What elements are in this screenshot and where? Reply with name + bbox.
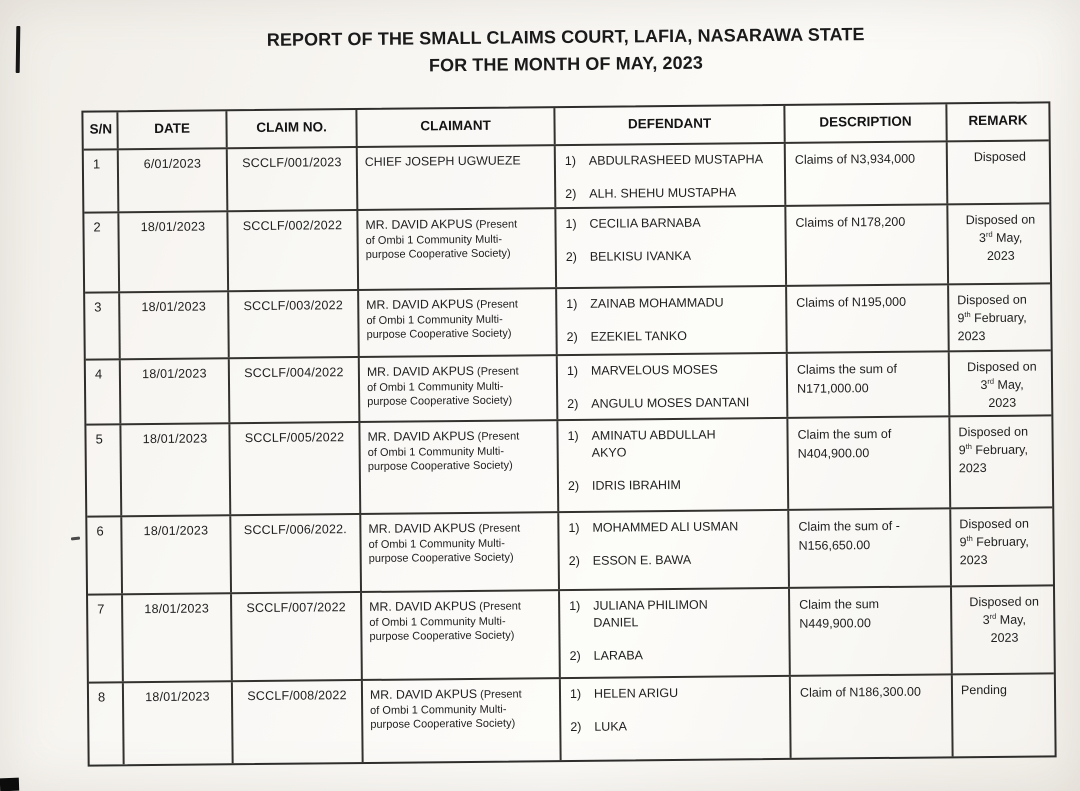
defendant-number: 1) bbox=[565, 216, 577, 232]
claimant-name-line bbox=[365, 152, 547, 170]
defendant-name bbox=[594, 646, 782, 665]
remark-line: Disposed on bbox=[965, 212, 1036, 228]
description-line: Claim the sum of bbox=[797, 426, 892, 442]
claimant-detail: (Present bbox=[475, 522, 521, 535]
claim-no-cell: SCCLF/003/2022 bbox=[229, 291, 360, 357]
date-cell: 18/01/2023 bbox=[121, 424, 231, 515]
claimant-name: CHIEF JOSEPH UGWUEZE bbox=[364, 153, 521, 169]
defendant-cell bbox=[556, 144, 787, 207]
claimant-cell bbox=[361, 513, 560, 591]
defendant-name-line: LARABA bbox=[593, 648, 644, 663]
defendant-name bbox=[592, 518, 780, 537]
margin-dash-artifact bbox=[71, 537, 80, 541]
claimant-detail-line: of Ombi 1 Community Multi- bbox=[366, 313, 503, 327]
defendant-number: 1) bbox=[568, 520, 580, 536]
defendant-number: 2) bbox=[565, 186, 577, 201]
claimant-cell bbox=[358, 209, 557, 289]
remark-line: 3rd May, bbox=[980, 376, 1024, 393]
claimant-detail: (Present bbox=[477, 688, 522, 701]
defendant-name-line: ANGULU MOSES DANTANI bbox=[591, 395, 750, 411]
claimant-detail-line: purpose Cooperative Society) bbox=[366, 327, 512, 341]
description-line: Claims the sum of bbox=[796, 361, 897, 377]
defendant-entry bbox=[565, 151, 777, 170]
defendant-number: 2) bbox=[568, 553, 580, 568]
remark-cell bbox=[951, 508, 1053, 585]
defendant-name-line: ALH. SHEHU MUSTAPHA bbox=[589, 185, 737, 201]
defendant-entry bbox=[570, 646, 782, 665]
defendant-number: 1) bbox=[567, 428, 579, 444]
column-header-s-n: S/N bbox=[83, 112, 118, 148]
remark-cell bbox=[948, 141, 1050, 203]
defendant-name bbox=[591, 361, 779, 380]
defendant-name-line: AKYO bbox=[591, 445, 627, 460]
defendant-name-line: EZEKIEL TANKO bbox=[590, 328, 687, 344]
defendant-name bbox=[594, 717, 782, 736]
defendant-name bbox=[592, 476, 780, 495]
column-header-remark: REMARK bbox=[968, 112, 1028, 129]
defendant-entry bbox=[570, 717, 782, 736]
description-line: Claims of N3,934,000 bbox=[794, 151, 916, 167]
column-header-defendant: DEFENDANT bbox=[555, 106, 785, 144]
defendant-entry bbox=[566, 327, 778, 346]
claimant-detail-line: purpose Cooperative Society) bbox=[365, 247, 511, 261]
remark-line: 2023 bbox=[958, 461, 987, 476]
defendant-name bbox=[593, 551, 781, 570]
claimant-detail-line: purpose Cooperative Society) bbox=[367, 459, 513, 473]
claimant-detail-line: purpose Cooperative Society) bbox=[370, 717, 516, 731]
date-cell: 18/01/2023 bbox=[122, 516, 232, 593]
claim-no-cell: SCCLF/004/2022 bbox=[230, 358, 361, 422]
claimant-detail-line: purpose Cooperative Society) bbox=[369, 629, 515, 643]
claimant-cell bbox=[363, 679, 562, 762]
date-cell: 18/01/2023 bbox=[124, 682, 234, 764]
sn-cell: 4 bbox=[86, 360, 122, 423]
defendant-entry bbox=[567, 394, 779, 413]
claim-no-cell: SCCLF/001/2023 bbox=[228, 148, 359, 210]
description-cell bbox=[786, 205, 949, 285]
defendant-name-line: BELKISU IVANKA bbox=[589, 248, 692, 264]
description-cell bbox=[788, 417, 951, 509]
remark-line: 2023 bbox=[988, 395, 1017, 411]
defendant-name-line: ESSON E. BAWA bbox=[592, 552, 692, 568]
claimant-detail-line: of Ombi 1 Community Multi- bbox=[366, 380, 504, 394]
sn-cell: 6 bbox=[87, 517, 123, 593]
report-title-line2: FOR THE MONTH OF MAY, 2023 bbox=[428, 52, 704, 76]
defendant-number: 2) bbox=[570, 719, 582, 734]
claimant-name-line bbox=[365, 215, 547, 233]
table-row bbox=[86, 416, 1052, 517]
description-line: N449,900.00 bbox=[799, 615, 871, 631]
description-line: Claim of N186,300.00 bbox=[799, 684, 921, 700]
defendant-number: 2) bbox=[567, 396, 579, 411]
claim-no-cell: SCCLF/007/2022 bbox=[232, 593, 363, 680]
defendant-entry bbox=[566, 294, 778, 313]
defendant-name-line: CECILIA BARNABA bbox=[589, 215, 701, 231]
date-cell: 18/01/2023 bbox=[123, 594, 233, 681]
defendant-name-line: ZAINAB MOHAMMADU bbox=[590, 295, 724, 311]
remark-line: 2023 bbox=[957, 329, 986, 344]
report-sheet bbox=[80, 0, 1057, 767]
defendant-number: 1) bbox=[569, 598, 581, 614]
claimant-detail-line: of Ombi 1 Community Multi- bbox=[369, 615, 506, 629]
defendant-entry bbox=[565, 214, 777, 233]
defendant-name bbox=[591, 426, 779, 462]
claim-no-cell: SCCLF/005/2022 bbox=[230, 423, 361, 514]
claimant-name: MR. DAVID AKPUS bbox=[365, 216, 473, 232]
defendant-number: 1) bbox=[564, 153, 577, 169]
claimant-detail: (Present bbox=[476, 600, 521, 613]
claimant-name-line bbox=[367, 427, 549, 445]
remark-line: Disposed on bbox=[969, 594, 1039, 610]
defendant-entry bbox=[566, 247, 778, 266]
defendant-name bbox=[593, 596, 781, 632]
column-header-claimant: CLAIMANT bbox=[357, 108, 555, 146]
remark-line: 2023 bbox=[990, 630, 1019, 646]
date-cell: 18/01/2023 bbox=[119, 212, 229, 291]
remark-line: Pending bbox=[960, 682, 1007, 698]
remark-cell bbox=[950, 351, 1052, 415]
description-cell bbox=[788, 352, 951, 417]
defendant-cell bbox=[561, 677, 792, 760]
defendant-name bbox=[589, 214, 777, 233]
sn-cell: 1 bbox=[84, 150, 120, 211]
defendant-name-line: IDRIS IBRAHIM bbox=[591, 477, 681, 493]
claimant-cell bbox=[358, 146, 557, 209]
date-cell: 18/01/2023 bbox=[120, 292, 230, 358]
defendant-name bbox=[590, 294, 778, 313]
description-line: Claims of N178,200 bbox=[795, 214, 906, 230]
defendant-cell bbox=[556, 207, 787, 287]
claimant-name: MR. DAVID AKPUS bbox=[366, 363, 475, 379]
defendant-cell bbox=[558, 419, 789, 511]
defendant-cell bbox=[559, 511, 790, 589]
description-line: Claim the sum bbox=[799, 597, 880, 612]
sn-cell: 7 bbox=[88, 595, 124, 681]
sn-cell: 3 bbox=[85, 293, 121, 358]
claimant-name: MR. DAVID AKPUS bbox=[367, 428, 475, 444]
description-line: Claims of N195,000 bbox=[796, 294, 907, 310]
claimant-detail-line: of Ombi 1 Community Multi- bbox=[368, 537, 505, 551]
defendant-cell bbox=[558, 354, 789, 419]
column-header-claim-no: CLAIM NO. bbox=[227, 110, 357, 147]
claimant-detail-line: of Ombi 1 Community Multi- bbox=[367, 445, 505, 459]
table-row bbox=[86, 351, 1052, 425]
claimant-detail-line: purpose Cooperative Society) bbox=[367, 394, 513, 408]
claimant-name-line bbox=[368, 519, 550, 537]
defendant-cell bbox=[557, 287, 788, 354]
claimant-detail-line: purpose Cooperative Society) bbox=[368, 551, 514, 565]
defendant-cell bbox=[560, 589, 791, 677]
claimant-detail: (Present bbox=[472, 218, 518, 231]
defendant-entry bbox=[569, 551, 781, 570]
defendant-number: 1) bbox=[566, 296, 578, 312]
remark-line: Disposed on bbox=[967, 359, 1037, 375]
remark-line: Disposed on bbox=[957, 292, 1027, 308]
claimant-cell bbox=[360, 421, 559, 513]
sn-cell: 8 bbox=[89, 683, 125, 764]
defendant-entry bbox=[565, 184, 777, 203]
report-table bbox=[81, 101, 1056, 766]
remark-line: Disposed on bbox=[959, 516, 1029, 532]
defendant-number: 1) bbox=[569, 686, 582, 702]
defendant-name bbox=[589, 151, 777, 170]
date-cell: 18/01/2023 bbox=[121, 359, 231, 423]
claimant-cell bbox=[362, 591, 561, 679]
description-cell bbox=[787, 285, 950, 352]
defendant-entry bbox=[567, 361, 779, 380]
column-header-description: DESCRIPTION bbox=[785, 104, 947, 142]
defendant-name bbox=[594, 684, 782, 703]
description-cell bbox=[789, 509, 952, 587]
defendant-name-line: LUKA bbox=[594, 719, 628, 734]
defendant-number: 2) bbox=[569, 648, 581, 663]
claimant-detail-line: of Ombi 1 Community Multi- bbox=[365, 233, 503, 247]
claim-no-cell: SCCLF/002/2022 bbox=[228, 211, 359, 290]
defendant-entry bbox=[570, 684, 782, 703]
description-line: N404,900.00 bbox=[797, 445, 870, 461]
defendant-entry bbox=[568, 518, 780, 537]
pen-mark-artifact bbox=[16, 26, 21, 73]
defendant-number: 1) bbox=[566, 363, 579, 379]
remark-cell bbox=[948, 204, 1050, 283]
defendant-name bbox=[590, 327, 778, 346]
table-row bbox=[84, 204, 1050, 293]
remark-cell bbox=[950, 416, 1052, 507]
table-row bbox=[85, 284, 1051, 360]
defendant-name-line: AMINATU ABDULLAH bbox=[591, 427, 716, 443]
remark-line: 2023 bbox=[959, 553, 988, 568]
report-title bbox=[81, 19, 1051, 82]
description-line: Claim the sum of - bbox=[798, 518, 900, 534]
defendant-name bbox=[590, 247, 778, 266]
claimant-name: MR. DAVID AKPUS bbox=[368, 520, 476, 536]
defendant-name bbox=[589, 184, 777, 203]
claimant-name-line bbox=[367, 362, 549, 380]
remark-line: Disposed bbox=[973, 149, 1026, 165]
claimant-detail: (Present bbox=[473, 365, 519, 378]
defendant-entry bbox=[568, 476, 780, 495]
claimant-name-line bbox=[366, 295, 548, 313]
claimant-name-line bbox=[369, 597, 551, 615]
remark-line: Disposed on bbox=[958, 424, 1029, 440]
claimant-name: MR. DAVID AKPUS bbox=[369, 686, 478, 702]
description-cell bbox=[786, 142, 949, 205]
claimant-detail: (Present bbox=[474, 430, 520, 443]
description-line: N171,000.00 bbox=[797, 380, 869, 396]
report-title-line1: REPORT OF THE SMALL CLAIMS COURT, LAFIA, NASARAWA STATE bbox=[266, 24, 865, 50]
claimant-name: MR. DAVID AKPUS bbox=[366, 296, 474, 312]
defendant-number: 2) bbox=[565, 249, 578, 264]
defendant-entry bbox=[567, 426, 779, 462]
defendant-number: 2) bbox=[567, 478, 580, 493]
sn-cell: 2 bbox=[84, 213, 120, 291]
claimant-detail-line: of Ombi 1 Community Multi- bbox=[370, 703, 507, 717]
table-row bbox=[84, 141, 1050, 213]
table-row bbox=[87, 508, 1053, 595]
claimant-name: MR. DAVID AKPUS bbox=[369, 598, 477, 614]
defendant-number: 2) bbox=[566, 329, 578, 344]
claimant-cell bbox=[360, 356, 559, 421]
claim-no-cell: SCCLF/008/2022 bbox=[233, 681, 364, 763]
date-cell: 6/01/2023 bbox=[119, 149, 229, 211]
remark-cell bbox=[949, 284, 1051, 350]
defendant-name-line: DANIEL bbox=[593, 615, 639, 630]
remark-cell bbox=[953, 674, 1055, 756]
defendant-name-line: MARVELOUS MOSES bbox=[590, 362, 718, 378]
description-cell bbox=[791, 675, 954, 758]
claimant-cell bbox=[359, 289, 558, 356]
column-header-date: DATE bbox=[118, 111, 227, 148]
defendant-name bbox=[591, 394, 779, 413]
defendant-name-line: MOHAMMED ALI USMAN bbox=[592, 519, 739, 535]
remark-line: 9th February, bbox=[957, 310, 1027, 326]
table-row bbox=[89, 674, 1055, 764]
claim-no-cell: SCCLF/006/2022. bbox=[231, 515, 362, 592]
remark-line: 9th February, bbox=[959, 534, 1029, 550]
remark-line: 3rd May, bbox=[978, 229, 1023, 246]
remark-line: 2023 bbox=[986, 248, 1015, 264]
table-row bbox=[88, 586, 1054, 683]
remark-line: 3rd May, bbox=[982, 611, 1027, 628]
corner-scan-artifact bbox=[0, 778, 19, 791]
claimant-detail: (Present bbox=[473, 298, 519, 311]
defendant-name-line: ABDULRASHEED MUSTAPHA bbox=[588, 152, 764, 168]
remark-line: 9th February, bbox=[958, 442, 1029, 458]
defendant-entry bbox=[569, 596, 781, 632]
claimant-name-line bbox=[370, 685, 552, 703]
defendant-name-line: HELEN ARIGU bbox=[593, 685, 679, 701]
description-cell bbox=[790, 587, 953, 675]
remark-cell bbox=[952, 586, 1054, 673]
description-line: N156,650.00 bbox=[798, 537, 871, 553]
defendant-name-line: JULIANA PHILIMON bbox=[593, 597, 708, 613]
sn-cell: 5 bbox=[86, 425, 122, 515]
